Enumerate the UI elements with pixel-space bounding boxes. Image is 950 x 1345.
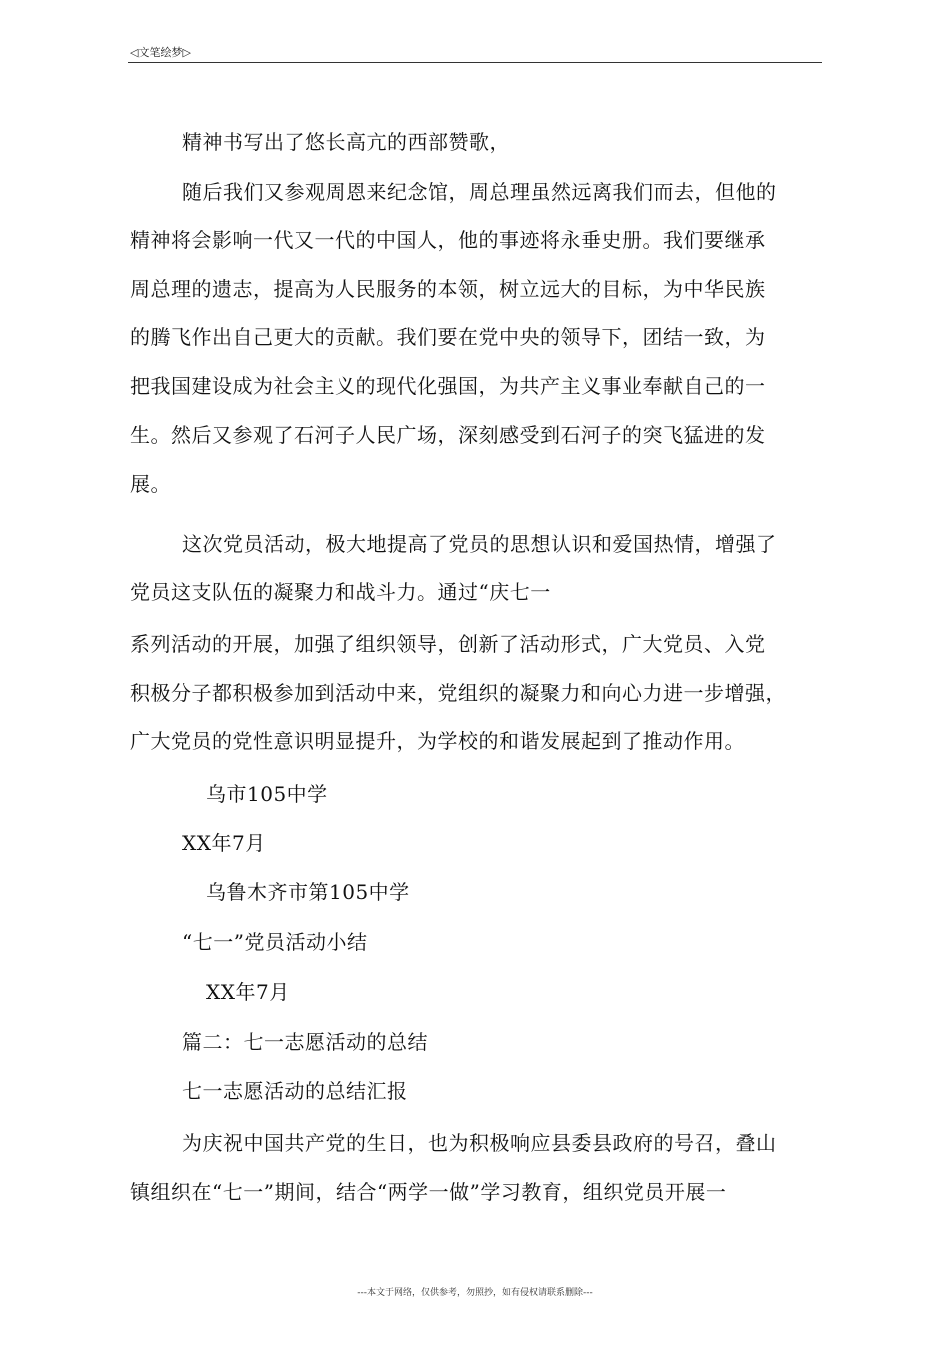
body-line: 系列活动的开展，加强了组织领导，创新了活动形式，广大党员、入党 — [130, 632, 766, 656]
summary-date: XX年7月 — [206, 980, 290, 1004]
body-line: 的腾飞作出自己更大的贡献。我们要在党中央的领导下，团结一致，为 — [130, 325, 766, 349]
summary-title: “七一”党员活动小结 — [182, 930, 368, 954]
body-line: 积极分子都积极参加到活动中来，党组织的凝聚力和向心力进一步增强， — [130, 681, 786, 705]
signature-date: XX年7月 — [182, 831, 266, 855]
signature-school: 乌市105中学 — [206, 782, 328, 806]
body-line: 把我国建设成为社会主义的现代化强国，为共产主义事业奉献自己的一 — [130, 374, 766, 398]
header-divider — [128, 62, 822, 63]
body-line: 镇组织在“七一”期间，结合“两学一做”学习教育，组织党员开展一 — [130, 1180, 727, 1204]
section-heading: 篇二：七一志愿活动的总结 — [182, 1030, 428, 1054]
body-line: 这次党员活动，极大地提高了党员的思想认识和爱国热情，增强了 — [182, 532, 777, 556]
footer-disclaimer: ---本文于网络，仅供参考，勿照抄，如有侵权请联系删除--- — [357, 1288, 593, 1298]
body-line: 周总理的遗志，提高为人民服务的本领，树立远大的目标，为中华民族 — [130, 277, 766, 301]
body-line: 生。然后又参观了石河子人民广场，深刻感受到石河子的突飞猛进的发 — [130, 423, 766, 447]
school-full-name: 乌鲁木齐市第105中学 — [206, 880, 410, 904]
body-line: 精神将会影响一代又一代的中国人，他的事迹将永垂史册。我们要继承 — [130, 228, 766, 252]
body-line: 展。 — [130, 472, 171, 496]
header-watermark: ◁文笔绘梦▷ — [130, 46, 191, 59]
body-line: 党员这支队伍的凝聚力和战斗力。通过“庆七一 — [130, 580, 551, 604]
body-line: 广大党员的党性意识明显提升，为学校的和谐发展起到了推动作用。 — [130, 729, 745, 753]
body-line: 为庆祝中国共产党的生日，也为积极响应县委县政府的号召，叠山 — [182, 1131, 777, 1155]
report-title: 七一志愿活动的总结汇报 — [182, 1079, 408, 1103]
body-line: 随后我们又参观周恩来纪念馆，周总理虽然远离我们而去，但他的 — [182, 180, 777, 204]
body-line: 精神书写出了悠长高亢的西部赞歌， — [182, 130, 510, 154]
